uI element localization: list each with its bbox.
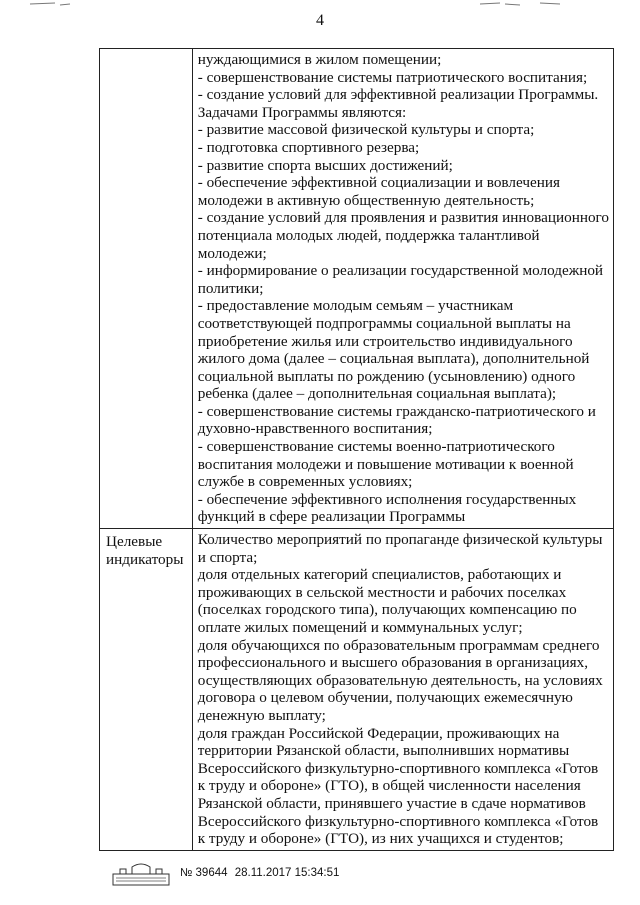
text-line: - обеспечение эффективного исполнения государственных — [197, 490, 577, 508]
text-line: и спорта; — [197, 548, 258, 566]
text-line: Рязанской области, принявшего участие в сдаче нормативов — [197, 794, 586, 812]
text-line: - развитие массовой физической культуры и спорта; — [197, 121, 535, 139]
text-line: жилого дома (далее – социальная выплата), дополнительной — [197, 350, 590, 368]
doc-datetime: 28.11.2017 15:34:51 — [234, 867, 340, 879]
target-indicators-content — [192, 529, 613, 851]
table-row-target-indicators — [100, 529, 614, 851]
text-line: денежную выплату; — [197, 706, 326, 724]
text-line: - создание условий для проявления и развития инновационного — [197, 209, 609, 227]
registry-seal-icon — [112, 860, 170, 886]
goals-tasks-content — [192, 49, 613, 529]
text-line: молодежи; — [197, 244, 267, 262]
row-label-cell — [100, 49, 193, 529]
text-line: воспитания молодежи и повышение мотивации к военной — [197, 455, 574, 473]
text-line: службе в современных условиях; — [197, 473, 413, 491]
text-line: осуществляющих образовательную деятельность, на условиях — [197, 671, 603, 689]
text-line: - предоставление молодым семьям – участникам — [197, 297, 514, 315]
text-line: приобретение жилья или строительство индивидуального — [197, 332, 573, 350]
text-line: Всероссийского физкультурно-спортивного комплекса «Готов — [197, 812, 599, 830]
text-line: - обеспечение эффективной социализации и вовлечения — [197, 174, 560, 192]
text-line: духовно-нравственного воспитания; — [197, 420, 433, 438]
text-line: оплате жилых помещений и коммунальных услуг; — [197, 619, 523, 636]
text-line: проживающих в сельской местности и рабочих поселках — [197, 583, 567, 601]
text-line: - совершенствование системы военно-патриотического — [197, 438, 555, 456]
text-line: к труду и обороне» (ГТО), из них учащихся и студентов; — [197, 830, 564, 848]
text-line: - совершенствование системы патриотического воспитания; — [197, 68, 588, 86]
program-passport-table — [99, 48, 614, 851]
text-line: молодежи в активную общественную деятельность; — [197, 191, 535, 209]
text-line: ребенка (далее – дополнительная социальная выплата); — [197, 385, 557, 403]
text-line: доля обучающихся по образовательным программам среднего — [197, 636, 600, 654]
row-label-line: индикаторы — [106, 550, 184, 568]
text-line: - совершенствование системы гражданско-патриотического и — [197, 402, 596, 420]
text-line: территории Рязанской области, выполнивших нормативы — [197, 742, 570, 760]
text-line: Количество мероприятий по пропаганде физической культуры — [197, 531, 603, 549]
text-line: Задачами Программы являются: — [197, 103, 407, 121]
text-line: профессионального и высшего образования в организациях, — [197, 654, 589, 672]
text-line: потенциала молодых людей, поддержка талантливой — [197, 226, 540, 244]
text-line: политики; — [197, 279, 264, 297]
text-line: - подготовка спортивного резерва; — [197, 138, 420, 156]
table-row-goals-tasks — [100, 49, 614, 529]
text-line: нуждающимися в жилом помещении; — [197, 51, 442, 68]
text-line: (поселках городского типа), получающих компенсацию по — [197, 601, 577, 619]
row-label-line: Целевые — [106, 533, 163, 551]
text-line: доля граждан Российской Федерации, проживающих на — [197, 724, 560, 742]
page-number: 4 — [316, 12, 324, 29]
scan-artifact — [0, 0, 640, 10]
text-line: - развитие спорта высших достижений; — [197, 156, 453, 174]
text-line: договора о целевом обучении, получающих ежемесячную — [197, 689, 573, 707]
text-line: Всероссийского физкультурно-спортивного комплекса «Готов — [197, 759, 599, 777]
registration-stamp — [180, 867, 339, 879]
text-line: функций в сфере реализации Программы — [197, 508, 466, 526]
doc-number: № 39644 — [180, 867, 228, 879]
text-line: доля отдельных категорий специалистов, работающих и — [197, 566, 562, 584]
text-line: соответствующей подпрограммы социальной выплаты на — [197, 314, 571, 332]
text-line: социальной выплаты по рождению (усыновлению) одного — [197, 367, 576, 385]
document-footer — [112, 860, 339, 886]
text-line: - создание условий для эффективной реализации Программы. — [197, 86, 599, 104]
text-line: - информирование о реализации государственной молодежной — [197, 262, 604, 280]
text-line: к труду и обороне» (ГТО), в общей численности населения — [197, 777, 581, 795]
row-label-cell — [100, 529, 193, 851]
